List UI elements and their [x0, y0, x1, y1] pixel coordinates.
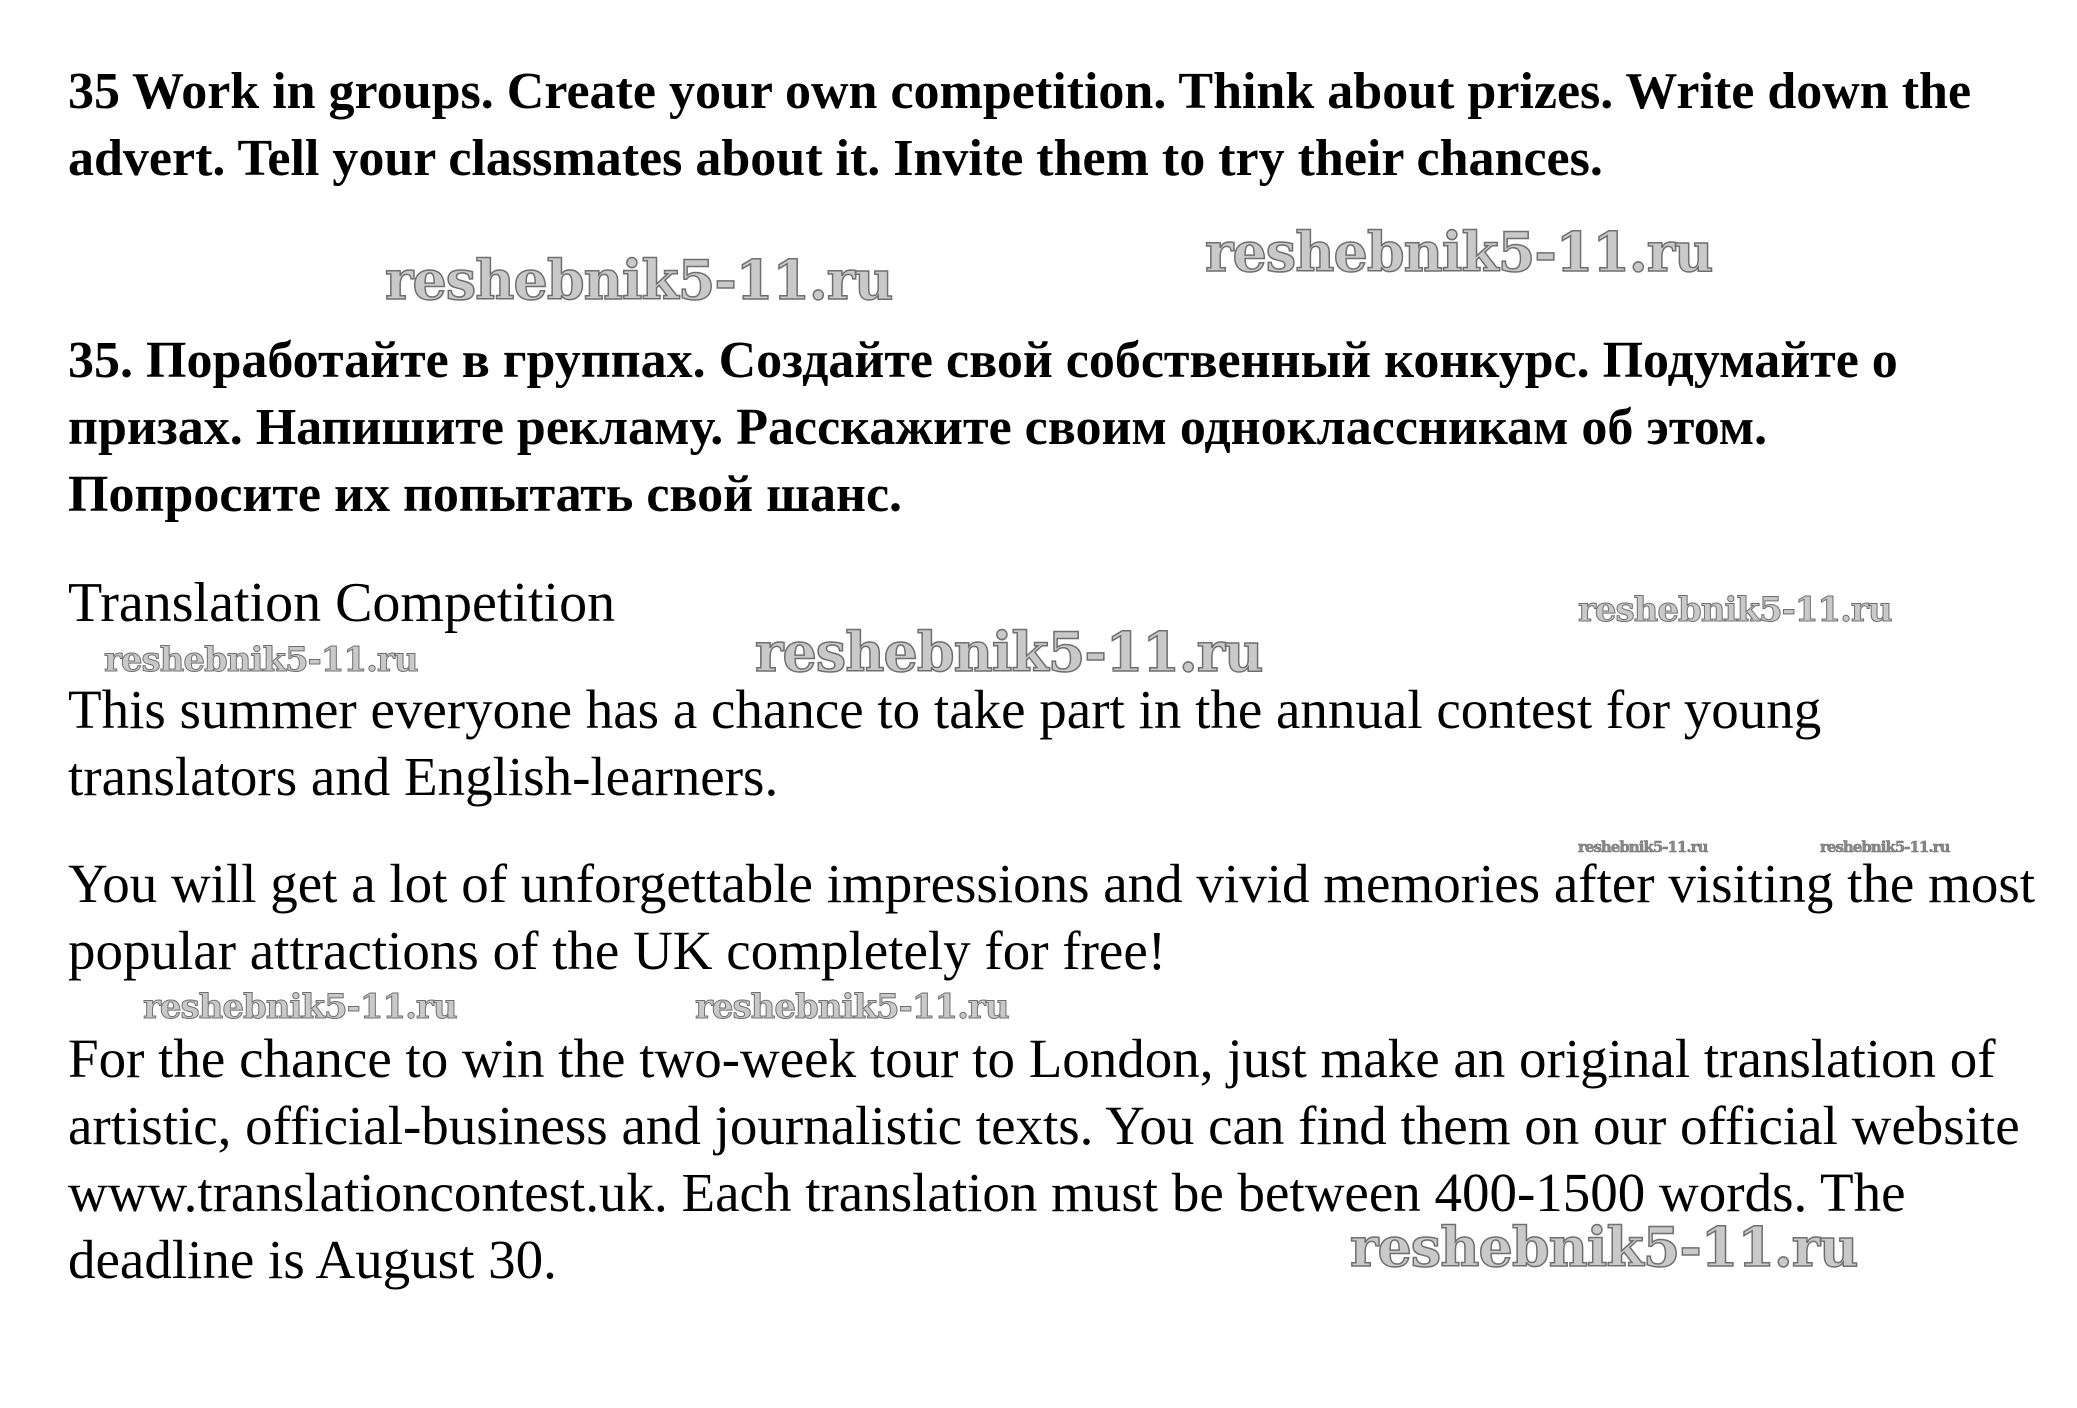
task-instruction-english: 35 Work in groups. Create your own competition. Think about prizes. Write down the advert. Tell your classmates about it. Invite them to try their chances. — [68, 63, 1972, 187]
watermark: reshebnik5-11.ru — [104, 640, 418, 680]
answer-paragraph-3: For the chance to win the two-week tour to London, just make an original translation of artistic, official-business and journalistic texts. You can find them on our official website www.translationcontest.uk. Each translation must be between 400-1500 words. The deadline is August 30. — [68, 1028, 2020, 1290]
watermark: reshebnik5-11.ru — [1578, 838, 1708, 856]
watermark: reshebnik5-11.ru — [385, 248, 893, 312]
task-instruction-russian: 35. Поработайте в группах. Создайте свой собственный конкурс. Подумайте о призах. Напишите рекламу. Расскажите своим одноклассникам об этом. Попросите их попытать свой шанс. — [68, 332, 1898, 523]
answer-title: Translation Competition — [68, 572, 616, 634]
watermark: reshebnik5-11.ru — [1205, 220, 1713, 284]
watermark: reshebnik5-11.ru — [695, 987, 1009, 1027]
watermark: reshebnik5-11.ru — [1350, 1215, 1858, 1279]
watermark: reshebnik5-11.ru — [1578, 590, 1892, 630]
watermark: reshebnik5-11.ru — [1820, 838, 1950, 856]
answer-paragraph-2: You will get a lot of unforgettable impressions and vivid memories after visiting the most popular attractions of the UK completely for free! — [68, 853, 2036, 981]
answer-paragraph-1: This summer everyone has a chance to take part in the annual contest for young translators and English-learners. — [68, 679, 1822, 807]
watermark: reshebnik5-11.ru — [755, 620, 1263, 684]
watermark: reshebnik5-11.ru — [143, 987, 457, 1027]
